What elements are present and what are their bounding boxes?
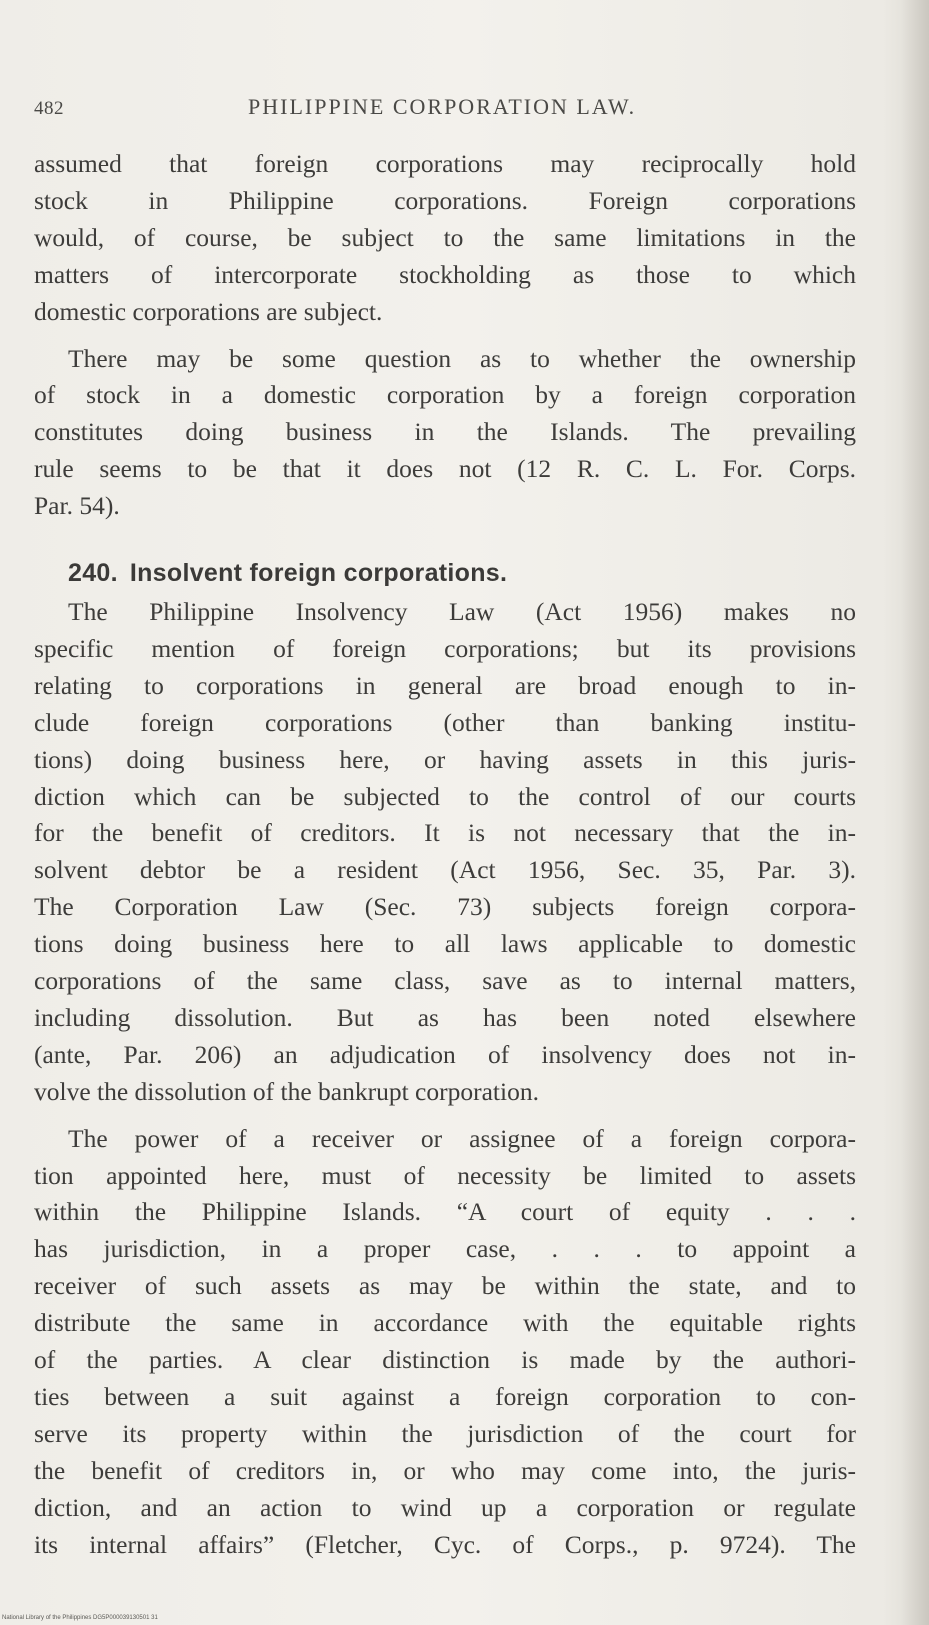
text-line: diction which can be subjected to the control of our courts xyxy=(34,781,856,811)
page-header xyxy=(34,94,834,124)
text-line: including dissolution. But as has been noted elsewhere xyxy=(34,1002,856,1032)
section-paragraph-2 xyxy=(34,1121,856,1564)
text-line: serve its property within the jurisdiction of the court for xyxy=(34,1418,856,1448)
section-number: 240. xyxy=(68,559,118,588)
text-line: The Philippine Insolvency Law (Act 1956) makes no xyxy=(68,596,856,626)
body-text xyxy=(34,146,856,1564)
text-line: rule seems to be that it does not (12 R. C. L. For. Corps. xyxy=(34,454,856,484)
text-line: tions) doing business here, or having assets in this juris- xyxy=(34,744,856,774)
text-line: within the Philippine Islands. “A court of equity . . . xyxy=(34,1197,856,1227)
text-line: tion appointed here, must of necessity be limited to assets xyxy=(34,1160,856,1190)
paragraph-1 xyxy=(34,146,856,331)
page-edge-shadow xyxy=(901,0,929,1625)
text-line: domestic corporations are subject. xyxy=(34,296,383,326)
text-line: tions doing business here to all laws applicable to domestic xyxy=(34,929,856,959)
text-line: receiver of such assets as may be within the state, and to xyxy=(34,1271,856,1301)
text-line: assumed that foreign corporations may reciprocally hold xyxy=(34,149,856,178)
text-line: distribute the same in accordance with the equitable rights xyxy=(34,1308,856,1338)
page-number: 482 xyxy=(34,98,64,119)
text-line: Par. 54). xyxy=(34,491,120,521)
text-line: The Corporation Law (Sec. 73) subjects foreign corpora- xyxy=(34,892,856,922)
text-line: would, of course, be subject to the same limitations in the xyxy=(34,222,856,252)
scan-attribution: National Library of the Philippines DG5P000039130501 31 xyxy=(2,1615,158,1621)
text-line: There may be some question as to whether the ownership xyxy=(68,343,856,373)
text-line: constitutes doing business in the Islands. The prevailing xyxy=(34,417,856,447)
text-line: the benefit of creditors in, or who may come into, the juris- xyxy=(34,1455,856,1485)
text-line: diction, and an action to wind up a corporation or regulate xyxy=(34,1492,856,1522)
text-line: has jurisdiction, in a proper case, . . . to appoint a xyxy=(34,1234,856,1264)
section-paragraph-1 xyxy=(34,594,856,1111)
text-line: its internal affairs” (Fletcher, Cyc. of Corps., p. 9724). The xyxy=(34,1529,856,1559)
text-line: for the benefit of creditors. It is not necessary that the in- xyxy=(34,818,856,848)
text-line: relating to corporations in general are broad enough to in- xyxy=(34,670,856,700)
text-line: volve the dissolution of the bankrupt corporation. xyxy=(34,1076,539,1106)
running-title: PHILIPPINE CORPORATION LAW. xyxy=(248,94,637,119)
text-line: matters of intercorporate stockholding as those to which xyxy=(34,259,856,289)
text-line: of the parties. A clear distinction is made by the authori- xyxy=(34,1345,856,1375)
section-title: Insolvent foreign corporations. xyxy=(129,559,508,588)
text-line: of stock in a domestic corporation by a foreign corporation xyxy=(34,380,856,410)
text-line: specific mention of foreign corporations; but its provisions xyxy=(34,633,856,663)
text-line: corporations of the same class, save as to internal matters, xyxy=(34,966,856,996)
text-line: The power of a receiver or assignee of a foreign corpora- xyxy=(68,1123,856,1153)
text-line: (ante, Par. 206) an adjudication of insolvency does not in- xyxy=(34,1039,856,1069)
text-line: ties between a suit against a foreign corporation to con- xyxy=(34,1382,856,1411)
text-line: clude foreign corporations (other than banking institu- xyxy=(34,707,856,737)
text-line: solvent debtor be a resident (Act 1956, Sec. 35, Par. 3). xyxy=(34,855,856,885)
section-heading xyxy=(68,555,856,592)
text-line: stock in Philippine corporations. Foreign corporations xyxy=(34,185,856,215)
paragraph-2 xyxy=(34,341,856,526)
